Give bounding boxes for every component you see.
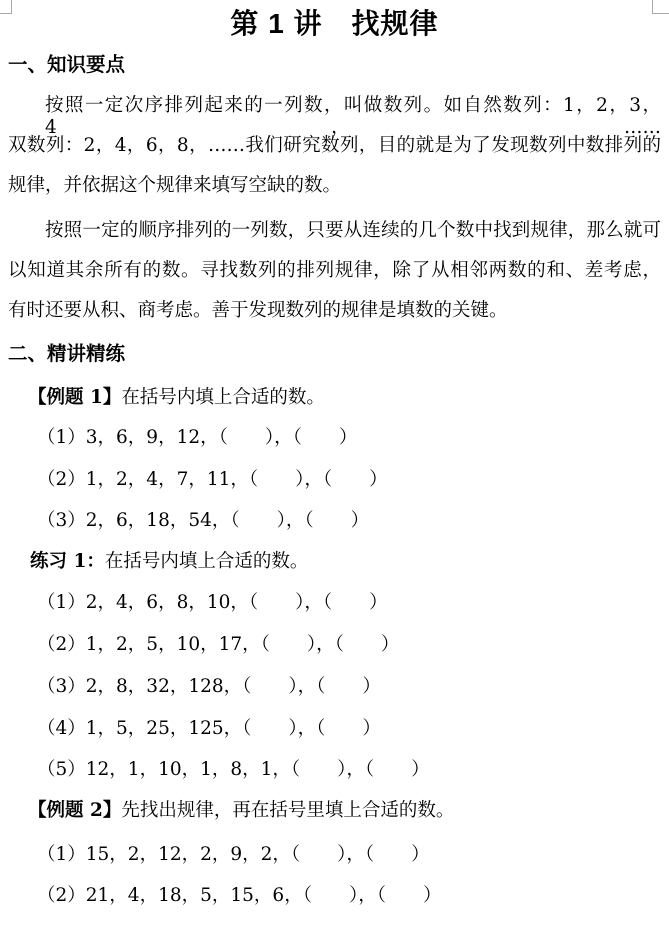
sequence-item: （2）1，2，4，7，11，（ ），（ ）: [37, 469, 388, 490]
sequence-item: （1）2，4，6，8，10，（ ），（ ）: [37, 592, 388, 613]
paragraph-line: 以知道其余所有的数。寻找数列的排列规律，除了从相邻两数的和、差考虑，: [8, 260, 661, 281]
page-title: 第 1 讲 找规律: [230, 8, 439, 39]
practice1-label: 练习 1：: [30, 551, 105, 572]
example2-heading: [28, 800, 454, 822]
paragraph-line: 有时还要从积、商考虑。善于发现数列的规律是填数的关键。: [8, 300, 508, 321]
sequence-item: （1）3，6，9，12，（ ），（ ）: [37, 427, 358, 448]
example1-prompt: 在括号内填上合适的数。: [121, 387, 325, 408]
section-heading-knowledge: 一、知识要点: [8, 54, 126, 76]
example1-heading: [28, 387, 325, 409]
paragraph-line: 按照一定次序排列起来的一列数，叫做数列。如自然数列：1，2，3，4，……: [45, 95, 661, 138]
paragraph-line: 规律，并依据这个规律来填写空缺的数。: [8, 175, 342, 196]
example2-label: 【例题 2】: [28, 800, 122, 821]
example2-prompt: 先找出规律，再在括号里填上合适的数。: [121, 800, 455, 821]
sequence-item: （1）15，2，12，2，9，2，（ ），（ ）: [37, 844, 430, 865]
sequence-item: （2）1，2，5，10，17，（ ），（ ）: [37, 634, 400, 655]
example1-label: 【例题 1】: [28, 387, 122, 408]
sequence-item: （4）1，5，25，125，（ ），（ ）: [37, 718, 381, 739]
sequence-item: （2）21，4，18，5，15，6，（ ），（ ）: [37, 885, 442, 906]
paragraph-line: 按照一定的顺序排列的一列数，只要从连续的几个数中找到规律，那么就可: [45, 220, 661, 241]
paragraph-line: 双数列：2，4，6，8，……我们研究数列，目的就是为了发现数列中数排列的: [8, 135, 661, 156]
section-heading-practice: 二、精讲精练: [8, 343, 126, 365]
sequence-item: （3）2，8，32，128，（ ），（ ）: [37, 676, 381, 697]
practice1-heading: [30, 551, 308, 573]
sequence-item: （5）12，1，10，1，8，1，（ ），（ ）: [37, 759, 430, 780]
sequence-item: （3）2，6，18，54，（ ），（ ）: [37, 510, 370, 531]
practice1-prompt: 在括号内填上合适的数。: [104, 551, 309, 572]
